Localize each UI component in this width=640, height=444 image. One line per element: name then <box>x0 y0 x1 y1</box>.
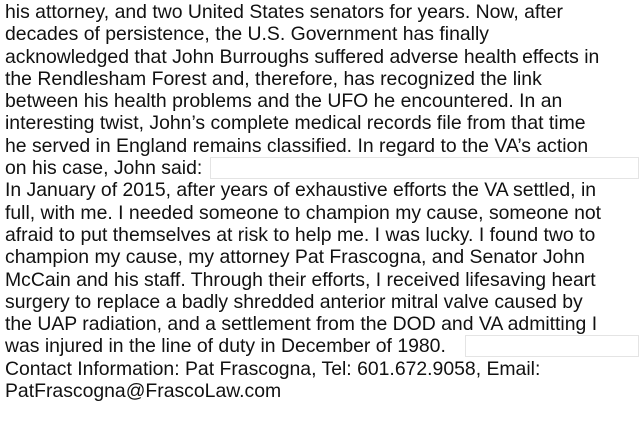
quote-block <box>5 179 639 357</box>
paragraph-line: acknowledged that John Burroughs suffered adverse health effects in <box>5 45 600 68</box>
paragraph-line-last <box>5 157 639 179</box>
quote-line: McCain and his staff. Through their efforts, I received lifesaving heart <box>5 268 596 291</box>
text-selection-box <box>210 157 639 179</box>
quote-line: afraid to put themselves at risk to help me. I was lucky. I found two to <box>5 223 596 246</box>
paragraph-line: the Rendlesham Forest and, therefore, has recognized the link <box>5 67 542 90</box>
contact-block <box>5 358 639 403</box>
text-selection-box <box>465 335 639 357</box>
paragraph-line: he served in England remains classified. In regard to the VA’s action <box>5 134 589 157</box>
paragraph-line: between his health problems and the UFO he encountered. In an <box>5 90 563 113</box>
document-body <box>5 1 639 402</box>
paragraph-intro <box>5 1 639 179</box>
contact-email-line <box>5 380 639 402</box>
paragraph-line: decades of persistence, the U.S. Government has finally <box>5 23 489 46</box>
quote-line-text: was injured in the line of duty in December of 1980. <box>5 335 446 358</box>
paragraph-line: interesting twist, John’s complete medical records file from that time <box>5 112 586 135</box>
quote-line: In January of 2015, after years of exhaustive efforts the VA settled, in <box>5 179 597 202</box>
contact-email-link[interactable]: PatFrascogna@FrascoLaw.com <box>5 380 282 403</box>
quote-line: surgery to replace a badly shredded anterior mitral valve caused by <box>5 290 583 313</box>
contact-line: Contact Information: Pat Frascogna, Tel: 601.672.9058, Email: <box>5 357 541 380</box>
quote-line: champion my cause, my attorney Pat Frascogna, and Senator John <box>5 246 585 269</box>
quote-line: the UAP radiation, and a settlement from the DOD and VA admitting I <box>5 313 598 336</box>
paragraph-line-text: on his case, John said: <box>5 157 203 180</box>
paragraph-line: his attorney, and two United States senators for years. Now, after <box>5 1 563 23</box>
quote-line-last <box>5 335 639 357</box>
quote-line: full, with me. I needed someone to champion my cause, someone not <box>5 201 602 224</box>
